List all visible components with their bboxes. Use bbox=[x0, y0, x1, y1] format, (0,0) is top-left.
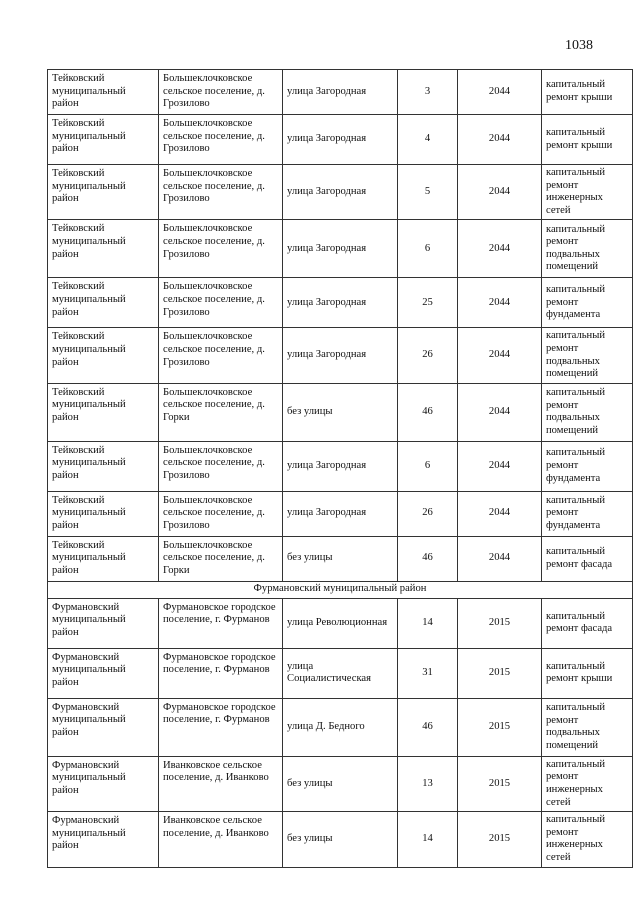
settlement-cell: Большеклочковское сельское поселение, д. Горки bbox=[159, 383, 283, 441]
district-cell: Тейковский муниципальный район bbox=[48, 536, 159, 581]
district-cell: Тейковский муниципальный район bbox=[48, 115, 159, 165]
district-cell: Тейковский муниципальный район bbox=[48, 383, 159, 441]
house-number-cell: 46 bbox=[398, 383, 458, 441]
settlement-cell: Большеклочковское сельское поселение, д. Грозилово bbox=[159, 491, 283, 536]
settlement-cell: Большеклочковское сельское поселение, д. Грозилово bbox=[159, 115, 283, 165]
page-number: 1038 bbox=[565, 38, 593, 53]
settlement-cell: Фурмановское городское поселение, г. Фурманов bbox=[159, 648, 283, 698]
work-type-cell: капитальный ремонт подвальных помещений bbox=[542, 698, 633, 756]
street-cell: улица Загородная bbox=[283, 491, 398, 536]
table-row bbox=[48, 698, 633, 756]
table-row bbox=[48, 328, 633, 383]
house-number-cell: 31 bbox=[398, 648, 458, 698]
house-number-cell: 4 bbox=[398, 115, 458, 165]
street-cell: без улицы bbox=[283, 383, 398, 441]
work-type-cell: капитальный ремонт крыши bbox=[542, 115, 633, 165]
year-cell: 2015 bbox=[458, 812, 542, 867]
street-cell: улица Загородная bbox=[283, 165, 398, 220]
year-cell: 2044 bbox=[458, 70, 542, 115]
settlement-cell: Большеклочковское сельское поселение, д. Грозилово bbox=[159, 441, 283, 491]
district-cell: Тейковский муниципальный район bbox=[48, 220, 159, 278]
year-cell: 2044 bbox=[458, 491, 542, 536]
table-row bbox=[48, 70, 633, 115]
year-cell: 2015 bbox=[458, 648, 542, 698]
table-row bbox=[48, 278, 633, 328]
street-cell: улица Загородная bbox=[283, 220, 398, 278]
work-type-cell: капитальный ремонт фасада bbox=[542, 536, 633, 581]
table-row bbox=[48, 491, 633, 536]
street-cell: без улицы bbox=[283, 812, 398, 867]
table-row bbox=[48, 441, 633, 491]
section-title: Фурмановский муниципальный район bbox=[48, 581, 633, 598]
table-row bbox=[48, 598, 633, 648]
work-type-cell: капитальный ремонт инженерных сетей bbox=[542, 812, 633, 867]
work-type-cell: капитальный ремонт подвальных помещений bbox=[542, 220, 633, 278]
house-number-cell: 13 bbox=[398, 756, 458, 811]
table-row bbox=[48, 165, 633, 220]
year-cell: 2044 bbox=[458, 165, 542, 220]
street-cell: улица Д. Бедного bbox=[283, 698, 398, 756]
district-cell: Фурмановский муниципальный район bbox=[48, 698, 159, 756]
district-cell: Тейковский муниципальный район bbox=[48, 328, 159, 383]
district-cell: Фурмановский муниципальный район bbox=[48, 648, 159, 698]
year-cell: 2015 bbox=[458, 598, 542, 648]
house-number-cell: 46 bbox=[398, 698, 458, 756]
settlement-cell: Большеклочковское сельское поселение, д. Горки bbox=[159, 536, 283, 581]
work-type-cell: капитальный ремонт инженерных сетей bbox=[542, 756, 633, 811]
settlement-cell: Фурмановское городское поселение, г. Фурманов bbox=[159, 698, 283, 756]
house-number-cell: 26 bbox=[398, 328, 458, 383]
work-type-cell: капитальный ремонт фундамента bbox=[542, 441, 633, 491]
district-cell: Тейковский муниципальный район bbox=[48, 491, 159, 536]
settlement-cell: Фурмановское городское поселение, г. Фурманов bbox=[159, 598, 283, 648]
table-row bbox=[48, 812, 633, 867]
work-type-cell: капитальный ремонт подвальных помещений bbox=[542, 328, 633, 383]
work-type-cell: капитальный ремонт крыши bbox=[542, 648, 633, 698]
section-header-row bbox=[48, 581, 633, 598]
house-number-cell: 26 bbox=[398, 491, 458, 536]
year-cell: 2044 bbox=[458, 328, 542, 383]
house-number-cell: 6 bbox=[398, 441, 458, 491]
settlement-cell: Большеклочковское сельское поселение, д. Грозилово bbox=[159, 70, 283, 115]
year-cell: 2044 bbox=[458, 278, 542, 328]
house-number-cell: 14 bbox=[398, 812, 458, 867]
table-row bbox=[48, 220, 633, 278]
year-cell: 2044 bbox=[458, 536, 542, 581]
work-type-cell: капитальный ремонт крыши bbox=[542, 70, 633, 115]
house-number-cell: 25 bbox=[398, 278, 458, 328]
street-cell: улица Загородная bbox=[283, 70, 398, 115]
year-cell: 2044 bbox=[458, 115, 542, 165]
work-type-cell: капитальный ремонт инженерных сетей bbox=[542, 165, 633, 220]
year-cell: 2015 bbox=[458, 698, 542, 756]
district-cell: Фурмановский муниципальный район bbox=[48, 812, 159, 867]
table-row bbox=[48, 115, 633, 165]
work-type-cell: капитальный ремонт фасада bbox=[542, 598, 633, 648]
house-number-cell: 6 bbox=[398, 220, 458, 278]
year-cell: 2044 bbox=[458, 383, 542, 441]
street-cell: улица Загородная bbox=[283, 278, 398, 328]
settlement-cell: Иванковское сельское поселение, д. Иванково bbox=[159, 756, 283, 811]
table-body bbox=[48, 70, 633, 868]
table-row bbox=[48, 383, 633, 441]
district-cell: Тейковский муниципальный район bbox=[48, 70, 159, 115]
settlement-cell: Большеклочковское сельское поселение, д. Грозилово bbox=[159, 220, 283, 278]
street-cell: без улицы bbox=[283, 536, 398, 581]
table-row bbox=[48, 756, 633, 811]
district-cell: Тейковский муниципальный район bbox=[48, 165, 159, 220]
work-type-cell: капитальный ремонт фундамента bbox=[542, 278, 633, 328]
house-number-cell: 5 bbox=[398, 165, 458, 220]
street-cell: улица Загородная bbox=[283, 328, 398, 383]
settlement-cell: Большеклочковское сельское поселение, д. Грозилово bbox=[159, 278, 283, 328]
district-cell: Фурмановский муниципальный район bbox=[48, 756, 159, 811]
repair-schedule-table bbox=[47, 69, 633, 868]
settlement-cell: Большеклочковское сельское поселение, д. Грозилово bbox=[159, 328, 283, 383]
year-cell: 2044 bbox=[458, 441, 542, 491]
house-number-cell: 14 bbox=[398, 598, 458, 648]
street-cell: без улицы bbox=[283, 756, 398, 811]
work-type-cell: капитальный ремонт подвальных помещений bbox=[542, 383, 633, 441]
street-cell: улица Социалистическая bbox=[283, 648, 398, 698]
district-cell: Фурмановский муниципальный район bbox=[48, 598, 159, 648]
street-cell: улица Загородная bbox=[283, 115, 398, 165]
district-cell: Тейковский муниципальный район bbox=[48, 278, 159, 328]
settlement-cell: Иванковское сельское поселение, д. Иванково bbox=[159, 812, 283, 867]
street-cell: улица Революционная bbox=[283, 598, 398, 648]
house-number-cell: 46 bbox=[398, 536, 458, 581]
work-type-cell: капитальный ремонт фундамента bbox=[542, 491, 633, 536]
district-cell: Тейковский муниципальный район bbox=[48, 441, 159, 491]
settlement-cell: Большеклочковское сельское поселение, д. Грозилово bbox=[159, 165, 283, 220]
street-cell: улица Загородная bbox=[283, 441, 398, 491]
table-row bbox=[48, 536, 633, 581]
house-number-cell: 3 bbox=[398, 70, 458, 115]
year-cell: 2015 bbox=[458, 756, 542, 811]
year-cell: 2044 bbox=[458, 220, 542, 278]
table-row bbox=[48, 648, 633, 698]
